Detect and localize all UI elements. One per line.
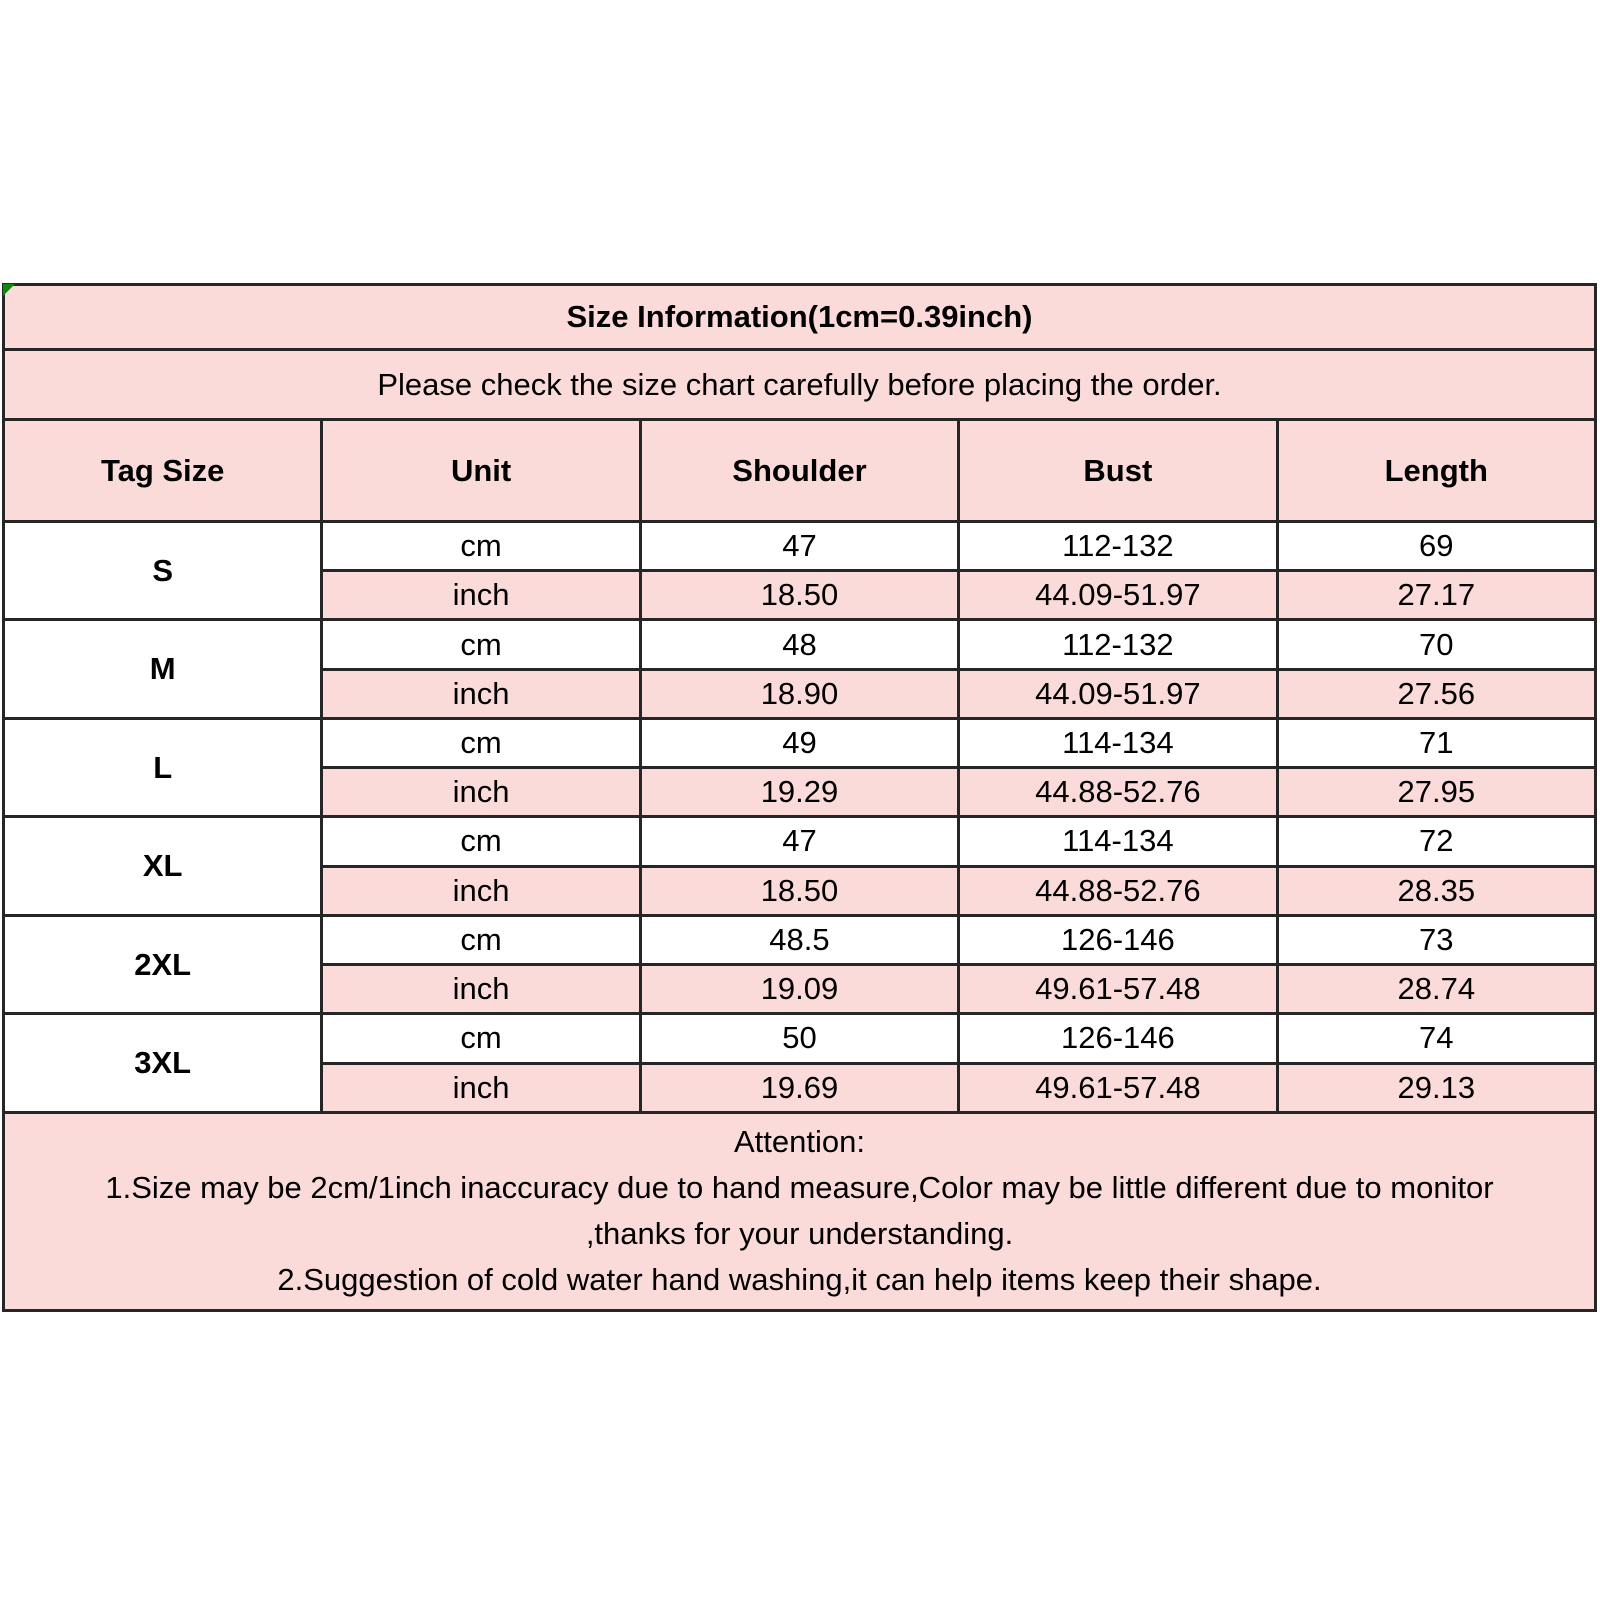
size-chart	[2, 283, 1597, 1312]
unit-cell: cm	[322, 718, 640, 767]
length-value-cell: 72	[1277, 817, 1595, 866]
length-value-cell: 28.74	[1277, 965, 1595, 1014]
attention-line: 2.Suggestion of cold water hand washing,it can help items keep their shape.	[277, 1262, 1322, 1298]
unit-cell: cm	[322, 817, 640, 866]
size-tag-cell: S	[4, 521, 322, 619]
length-value-cell: 74	[1277, 1014, 1595, 1063]
size-tag-cell: 3XL	[4, 1014, 322, 1112]
bust-value-cell: 44.88-52.76	[959, 866, 1277, 915]
size-chart-title: Size Information(1cm=0.39inch)	[4, 285, 1596, 350]
bust-value-cell: 44.09-51.97	[959, 571, 1277, 620]
unit-cell: cm	[322, 915, 640, 964]
bust-value-cell: 44.88-52.76	[959, 768, 1277, 817]
length-value-cell: 27.95	[1277, 768, 1595, 817]
table-row	[4, 915, 1596, 964]
green-triangle-marker-icon	[3, 284, 15, 296]
shoulder-value-cell: 49	[640, 718, 958, 767]
unit-cell: cm	[322, 521, 640, 570]
bust-value-cell: 126-146	[959, 915, 1277, 964]
size-tag-cell: 2XL	[4, 915, 322, 1013]
shoulder-value-cell: 50	[640, 1014, 958, 1063]
table-row	[4, 718, 1596, 767]
bust-value-cell: 112-132	[959, 521, 1277, 570]
length-value-cell: 29.13	[1277, 1063, 1595, 1112]
shoulder-value-cell: 18.50	[640, 866, 958, 915]
unit-cell: cm	[322, 1014, 640, 1063]
bust-value-cell: 126-146	[959, 1014, 1277, 1063]
column-header-shoulder: Shoulder	[640, 420, 958, 522]
column-header-bust: Bust	[959, 420, 1277, 522]
length-value-cell: 28.35	[1277, 866, 1595, 915]
unit-cell: cm	[322, 620, 640, 669]
table-row	[4, 817, 1596, 866]
length-value-cell: 27.56	[1277, 669, 1595, 718]
size-tag-cell: M	[4, 620, 322, 718]
column-header-tag-size: Tag Size	[4, 420, 322, 522]
unit-cell: inch	[322, 669, 640, 718]
length-value-cell: 73	[1277, 915, 1595, 964]
length-value-cell: 71	[1277, 718, 1595, 767]
unit-cell: inch	[322, 866, 640, 915]
length-value-cell: 69	[1277, 521, 1595, 570]
unit-cell: inch	[322, 571, 640, 620]
shoulder-value-cell: 19.09	[640, 965, 958, 1014]
bust-value-cell: 49.61-57.48	[959, 1063, 1277, 1112]
table-row	[4, 1014, 1596, 1063]
unit-cell: inch	[322, 965, 640, 1014]
length-value-cell: 70	[1277, 620, 1595, 669]
shoulder-value-cell: 18.90	[640, 669, 958, 718]
column-header-unit: Unit	[322, 420, 640, 522]
length-value-cell: 27.17	[1277, 571, 1595, 620]
bust-value-cell: 44.09-51.97	[959, 669, 1277, 718]
unit-cell: inch	[322, 768, 640, 817]
size-chart-subtitle: Please check the size chart carefully before placing the order.	[4, 349, 1596, 420]
bust-value-cell: 112-132	[959, 620, 1277, 669]
column-header-length: Length	[1277, 420, 1595, 522]
shoulder-value-cell: 19.29	[640, 768, 958, 817]
shoulder-value-cell: 48	[640, 620, 958, 669]
table-row	[4, 620, 1596, 669]
bust-value-cell: 114-134	[959, 817, 1277, 866]
attention-line: ,thanks for your understanding.	[585, 1216, 1014, 1252]
bust-value-cell: 114-134	[959, 718, 1277, 767]
size-tag-cell: XL	[4, 817, 322, 915]
shoulder-value-cell: 47	[640, 817, 958, 866]
size-tag-cell: L	[4, 718, 322, 816]
header-row	[4, 420, 1596, 522]
attention-note	[4, 1112, 1596, 1310]
size-chart-table	[2, 283, 1597, 1312]
shoulder-value-cell: 19.69	[640, 1063, 958, 1112]
attention-line: 1.Size may be 2cm/1inch inaccuracy due to hand measure,Color may be little different due to monitor	[105, 1170, 1494, 1206]
bust-value-cell: 49.61-57.48	[959, 965, 1277, 1014]
shoulder-value-cell: 48.5	[640, 915, 958, 964]
table-row	[4, 521, 1596, 570]
unit-cell: inch	[322, 1063, 640, 1112]
attention-heading: Attention:	[734, 1124, 865, 1160]
shoulder-value-cell: 47	[640, 521, 958, 570]
shoulder-value-cell: 18.50	[640, 571, 958, 620]
